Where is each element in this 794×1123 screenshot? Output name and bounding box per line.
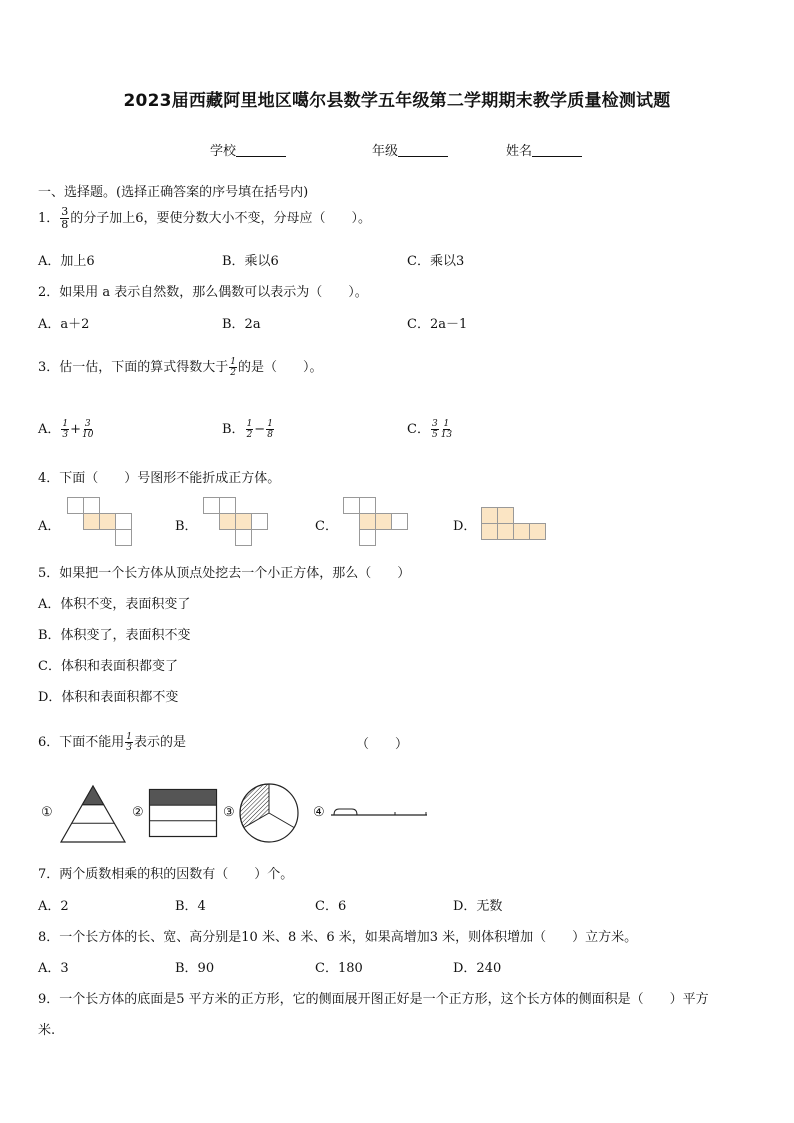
question-8: 8．一个长方体的长、宽、高分别是10 米、8 米、6 米，如果高增加3 米，则体积增加（ ）立方米。 [38,930,638,945]
question-9: 9．一个长方体的底面是5 平方米的正方形，它的侧面展开图正好是一个正方形，这个长方体的侧面积是（ ）平方 [38,992,709,1007]
q2-option-c[interactable]: C．2a－1 [407,317,468,332]
q8-option-b[interactable]: B．90 [175,961,215,976]
q2-option-b[interactable]: B．2a [222,317,261,332]
q8-option-a[interactable]: A．3 [38,961,69,976]
q1-option-a[interactable]: A．加上6 [38,254,95,269]
q5-option-a[interactable]: A．体积不变，表面积变了 [38,597,191,612]
question-3: 3．估一估，下面的算式得数大于 $\frac{1}{2}$ 的是（ ）。 [38,357,323,378]
q7-option-c[interactable]: C．6 [315,899,347,914]
question-1: 1． $\frac{3}{8}$ 的分子加上6，要使分数大小不变，分母应（ ）。 [38,205,372,231]
q4-option-a[interactable]: A． [38,519,61,534]
question-4: 4．下面（ ）号图形不能折成正方体。 [38,471,281,486]
q4-option-c[interactable]: C． [315,519,338,534]
question-6: 6．下面不能用 $\frac{1}{3}$ 表示的是 [38,732,187,753]
q3-option-b[interactable]: B． $\frac{1}{2}$ − $\frac{1}{8}$ [222,419,273,440]
question-7: 7．两个质数相乘的积的因数有（ ）个。 [38,867,294,882]
q5-option-d[interactable]: D．体积和表面积都不变 [38,690,179,705]
q6-answer-paren: （ ） [356,737,409,752]
question-9-cont: 米. [38,1023,56,1038]
q8-option-d[interactable]: D．240 [453,961,502,976]
q5-option-c[interactable]: C．体积和表面积都变了 [38,659,178,674]
section-heading: 一、选择题。(选择正确答案的序号填在括号内) [38,185,309,200]
q1-option-b[interactable]: B．乘以6 [222,254,279,269]
q8-option-c[interactable]: C．180 [315,961,363,976]
q5-option-b[interactable]: B．体积变了，表面积不变 [38,628,191,643]
cube-net-a [67,497,131,545]
q1-option-c[interactable]: C．乘以3 [407,254,465,269]
q6-label-1[interactable]: ① [41,805,53,820]
question-2: 2．如果用 a 表示自然数，那么偶数可以表示为（ ）。 [38,285,368,300]
grade-field[interactable]: 年级 [372,140,448,159]
cube-net-b [203,497,267,545]
q6-label-4[interactable]: ④ [313,805,325,820]
q2-option-a[interactable]: A．a＋2 [38,317,90,332]
q6-label-2[interactable]: ② [132,805,144,820]
q7-option-d[interactable]: D．无数 [453,899,503,914]
q7-option-b[interactable]: B．4 [175,899,206,914]
q3-option-c[interactable]: C． $\frac{3}{5}$ $\frac{1}{13}$ [407,419,453,440]
name-field[interactable]: 姓名 [506,140,582,159]
triangle-figure [60,785,126,843]
q4-option-d[interactable]: D． [453,519,477,534]
q3-option-a[interactable]: A． $\frac{1}{3}$ + $\frac{3}{10}$ [38,419,94,440]
q6-label-3[interactable]: ③ [223,805,235,820]
page-title: 2023届西藏阿里地区噶尔县数学五年级第二学期期末教学质量检测试题 [123,91,671,111]
cube-net-d [481,507,545,539]
rectangle-figure [149,789,217,837]
circle-figure [239,783,299,843]
cube-net-c [343,497,407,545]
number-line-figure [330,800,428,820]
question-5: 5．如果把一个长方体从顶点处挖去一个小正方体，那么（ ） [38,566,411,581]
q4-option-b[interactable]: B． [175,519,198,534]
school-field[interactable]: 学校 [210,140,286,159]
q7-option-a[interactable]: A．2 [38,899,69,914]
